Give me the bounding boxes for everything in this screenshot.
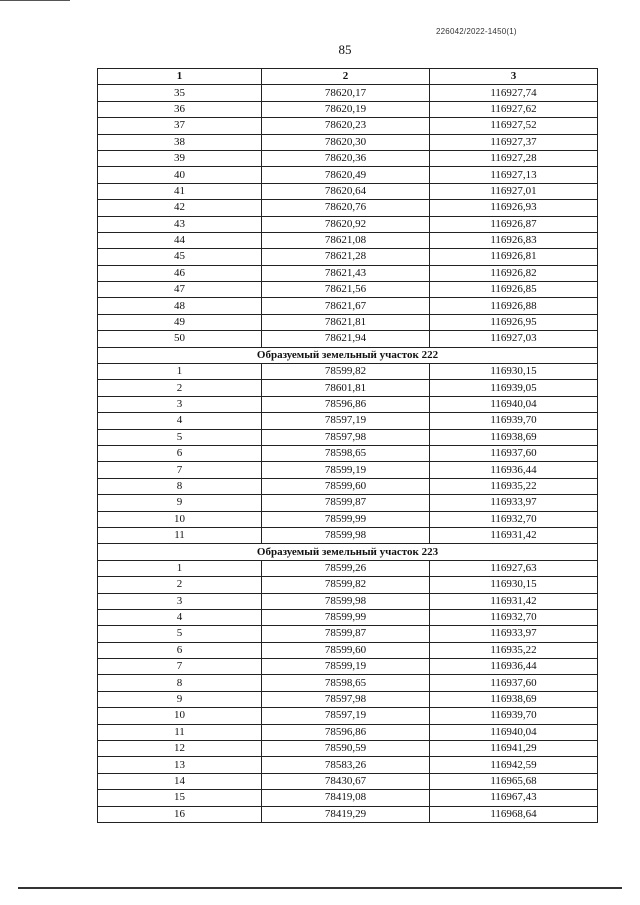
table-row — [98, 298, 598, 314]
point-number-cell: 49 — [98, 314, 262, 330]
point-number-cell: 39 — [98, 150, 262, 166]
table-row — [98, 691, 598, 707]
x-coordinate-cell: 78596,86 — [262, 724, 430, 740]
point-number-cell: 1 — [98, 364, 262, 380]
table-row — [98, 659, 598, 675]
x-coordinate-cell: 78620,30 — [262, 134, 430, 150]
point-number-cell: 36 — [98, 101, 262, 117]
y-coordinate-cell: 116927,74 — [430, 85, 598, 101]
x-coordinate-cell: 78599,98 — [262, 593, 430, 609]
point-number-cell: 13 — [98, 757, 262, 773]
point-number-cell: 41 — [98, 183, 262, 199]
column-header: 3 — [430, 69, 598, 85]
section-title: Образуемый земельный участок 223 — [98, 544, 598, 560]
x-coordinate-cell: 78620,49 — [262, 167, 430, 183]
point-number-cell: 6 — [98, 642, 262, 658]
y-coordinate-cell: 116927,62 — [430, 101, 598, 117]
table-row — [98, 183, 598, 199]
y-coordinate-cell: 116937,60 — [430, 675, 598, 691]
x-coordinate-cell: 78597,98 — [262, 691, 430, 707]
y-coordinate-cell: 116927,01 — [430, 183, 598, 199]
y-coordinate-cell: 116926,85 — [430, 282, 598, 298]
point-number-cell: 11 — [98, 527, 262, 543]
y-coordinate-cell: 116933,97 — [430, 495, 598, 511]
point-number-cell: 7 — [98, 659, 262, 675]
table-header-row — [98, 69, 598, 85]
x-coordinate-cell: 78583,26 — [262, 757, 430, 773]
point-number-cell: 38 — [98, 134, 262, 150]
y-coordinate-cell: 116926,93 — [430, 200, 598, 216]
y-coordinate-cell: 116968,64 — [430, 806, 598, 822]
table-row — [98, 773, 598, 789]
point-number-cell: 35 — [98, 85, 262, 101]
y-coordinate-cell: 116933,97 — [430, 626, 598, 642]
x-coordinate-cell: 78599,26 — [262, 560, 430, 576]
x-coordinate-cell: 78621,28 — [262, 249, 430, 265]
table-body — [98, 85, 598, 823]
point-number-cell: 2 — [98, 577, 262, 593]
y-coordinate-cell: 116927,28 — [430, 150, 598, 166]
x-coordinate-cell: 78599,60 — [262, 478, 430, 494]
table-row — [98, 364, 598, 380]
y-coordinate-cell: 116932,70 — [430, 511, 598, 527]
y-coordinate-cell: 116937,60 — [430, 445, 598, 461]
x-coordinate-cell: 78620,76 — [262, 200, 430, 216]
table-row — [98, 741, 598, 757]
y-coordinate-cell: 116935,22 — [430, 642, 598, 658]
y-coordinate-cell: 116936,44 — [430, 659, 598, 675]
table-row — [98, 118, 598, 134]
table-row — [98, 495, 598, 511]
table-row — [98, 675, 598, 691]
table-row — [98, 593, 598, 609]
table-row — [98, 413, 598, 429]
point-number-cell: 43 — [98, 216, 262, 232]
x-coordinate-cell: 78597,19 — [262, 413, 430, 429]
y-coordinate-cell: 116938,69 — [430, 691, 598, 707]
point-number-cell: 3 — [98, 593, 262, 609]
x-coordinate-cell: 78596,86 — [262, 396, 430, 412]
y-coordinate-cell: 116936,44 — [430, 462, 598, 478]
x-coordinate-cell: 78621,56 — [262, 282, 430, 298]
point-number-cell: 9 — [98, 495, 262, 511]
section-title: Образуемый земельный участок 222 — [98, 347, 598, 363]
x-coordinate-cell: 78620,19 — [262, 101, 430, 117]
point-number-cell: 15 — [98, 790, 262, 806]
table-row — [98, 445, 598, 461]
x-coordinate-cell: 78599,99 — [262, 609, 430, 625]
x-coordinate-cell: 78430,67 — [262, 773, 430, 789]
table-row — [98, 150, 598, 166]
x-coordinate-cell: 78601,81 — [262, 380, 430, 396]
y-coordinate-cell: 116941,29 — [430, 741, 598, 757]
x-coordinate-cell: 78599,60 — [262, 642, 430, 658]
y-coordinate-cell: 116926,81 — [430, 249, 598, 265]
table-row — [98, 609, 598, 625]
x-coordinate-cell: 78419,08 — [262, 790, 430, 806]
y-coordinate-cell: 116927,03 — [430, 331, 598, 347]
bottom-rule — [18, 887, 622, 889]
section-header-row — [98, 544, 598, 560]
point-number-cell: 5 — [98, 626, 262, 642]
point-number-cell: 16 — [98, 806, 262, 822]
point-number-cell: 2 — [98, 380, 262, 396]
point-number-cell: 3 — [98, 396, 262, 412]
x-coordinate-cell: 78620,64 — [262, 183, 430, 199]
table-row — [98, 101, 598, 117]
y-coordinate-cell: 116932,70 — [430, 609, 598, 625]
table-row — [98, 85, 598, 101]
y-coordinate-cell: 116930,15 — [430, 577, 598, 593]
x-coordinate-cell: 78597,19 — [262, 708, 430, 724]
table-row — [98, 134, 598, 150]
x-coordinate-cell: 78599,98 — [262, 527, 430, 543]
document-id: 226042/2022-1450(1) — [436, 27, 517, 36]
y-coordinate-cell: 116942,59 — [430, 757, 598, 773]
y-coordinate-cell: 116930,15 — [430, 364, 598, 380]
table-row — [98, 577, 598, 593]
table-row — [98, 642, 598, 658]
y-coordinate-cell: 116926,95 — [430, 314, 598, 330]
point-number-cell: 37 — [98, 118, 262, 134]
y-coordinate-cell: 116940,04 — [430, 724, 598, 740]
y-coordinate-cell: 116931,42 — [430, 527, 598, 543]
point-number-cell: 5 — [98, 429, 262, 445]
point-number-cell: 47 — [98, 282, 262, 298]
y-coordinate-cell: 116965,68 — [430, 773, 598, 789]
x-coordinate-cell: 78597,98 — [262, 429, 430, 445]
x-coordinate-cell: 78621,94 — [262, 331, 430, 347]
x-coordinate-cell: 78599,87 — [262, 495, 430, 511]
y-coordinate-cell: 116938,69 — [430, 429, 598, 445]
point-number-cell: 46 — [98, 265, 262, 281]
x-coordinate-cell: 78599,82 — [262, 577, 430, 593]
table-row — [98, 232, 598, 248]
x-coordinate-cell: 78621,81 — [262, 314, 430, 330]
point-number-cell: 42 — [98, 200, 262, 216]
point-number-cell: 8 — [98, 478, 262, 494]
table-row — [98, 757, 598, 773]
table-row — [98, 560, 598, 576]
table-row — [98, 282, 598, 298]
point-number-cell: 12 — [98, 741, 262, 757]
point-number-cell: 10 — [98, 511, 262, 527]
point-number-cell: 8 — [98, 675, 262, 691]
y-coordinate-cell: 116927,63 — [430, 560, 598, 576]
y-coordinate-cell: 116926,82 — [430, 265, 598, 281]
y-coordinate-cell: 116927,52 — [430, 118, 598, 134]
table-row — [98, 429, 598, 445]
column-header: 1 — [98, 69, 262, 85]
point-number-cell: 1 — [98, 560, 262, 576]
point-number-cell: 7 — [98, 462, 262, 478]
table-row — [98, 331, 598, 347]
y-coordinate-cell: 116926,88 — [430, 298, 598, 314]
table-row — [98, 380, 598, 396]
x-coordinate-cell: 78620,17 — [262, 85, 430, 101]
x-coordinate-cell: 78621,43 — [262, 265, 430, 281]
x-coordinate-cell: 78620,92 — [262, 216, 430, 232]
table-row — [98, 396, 598, 412]
top-rule — [0, 0, 70, 1]
table-row — [98, 478, 598, 494]
x-coordinate-cell: 78599,87 — [262, 626, 430, 642]
x-coordinate-cell: 78599,82 — [262, 364, 430, 380]
y-coordinate-cell: 116967,43 — [430, 790, 598, 806]
table-row — [98, 462, 598, 478]
y-coordinate-cell: 116939,05 — [430, 380, 598, 396]
x-coordinate-cell: 78590,59 — [262, 741, 430, 757]
table-row — [98, 511, 598, 527]
table-row — [98, 265, 598, 281]
column-header: 2 — [262, 69, 430, 85]
point-number-cell: 50 — [98, 331, 262, 347]
table-row — [98, 790, 598, 806]
point-number-cell: 4 — [98, 413, 262, 429]
y-coordinate-cell: 116927,13 — [430, 167, 598, 183]
x-coordinate-cell: 78419,29 — [262, 806, 430, 822]
point-number-cell: 4 — [98, 609, 262, 625]
y-coordinate-cell: 116926,83 — [430, 232, 598, 248]
table-row — [98, 200, 598, 216]
x-coordinate-cell: 78599,19 — [262, 462, 430, 478]
y-coordinate-cell: 116940,04 — [430, 396, 598, 412]
point-number-cell: 14 — [98, 773, 262, 789]
table-row — [98, 527, 598, 543]
x-coordinate-cell: 78620,36 — [262, 150, 430, 166]
section-header-row — [98, 347, 598, 363]
coordinates-table — [97, 68, 598, 823]
point-number-cell: 9 — [98, 691, 262, 707]
x-coordinate-cell: 78621,08 — [262, 232, 430, 248]
y-coordinate-cell: 116939,70 — [430, 413, 598, 429]
x-coordinate-cell: 78599,19 — [262, 659, 430, 675]
table-row — [98, 724, 598, 740]
y-coordinate-cell: 116927,37 — [430, 134, 598, 150]
y-coordinate-cell: 116935,22 — [430, 478, 598, 494]
y-coordinate-cell: 116939,70 — [430, 708, 598, 724]
y-coordinate-cell: 116926,87 — [430, 216, 598, 232]
point-number-cell: 44 — [98, 232, 262, 248]
x-coordinate-cell: 78598,65 — [262, 445, 430, 461]
x-coordinate-cell: 78621,67 — [262, 298, 430, 314]
point-number-cell: 10 — [98, 708, 262, 724]
table-row — [98, 314, 598, 330]
y-coordinate-cell: 116931,42 — [430, 593, 598, 609]
table-row — [98, 626, 598, 642]
x-coordinate-cell: 78598,65 — [262, 675, 430, 691]
point-number-cell: 45 — [98, 249, 262, 265]
point-number-cell: 48 — [98, 298, 262, 314]
table-row — [98, 216, 598, 232]
x-coordinate-cell: 78599,99 — [262, 511, 430, 527]
point-number-cell: 40 — [98, 167, 262, 183]
table-row — [98, 249, 598, 265]
page-number: 85 — [338, 42, 352, 57]
point-number-cell: 6 — [98, 445, 262, 461]
point-number-cell: 11 — [98, 724, 262, 740]
table-row — [98, 167, 598, 183]
table-row — [98, 806, 598, 822]
table-row — [98, 708, 598, 724]
x-coordinate-cell: 78620,23 — [262, 118, 430, 134]
